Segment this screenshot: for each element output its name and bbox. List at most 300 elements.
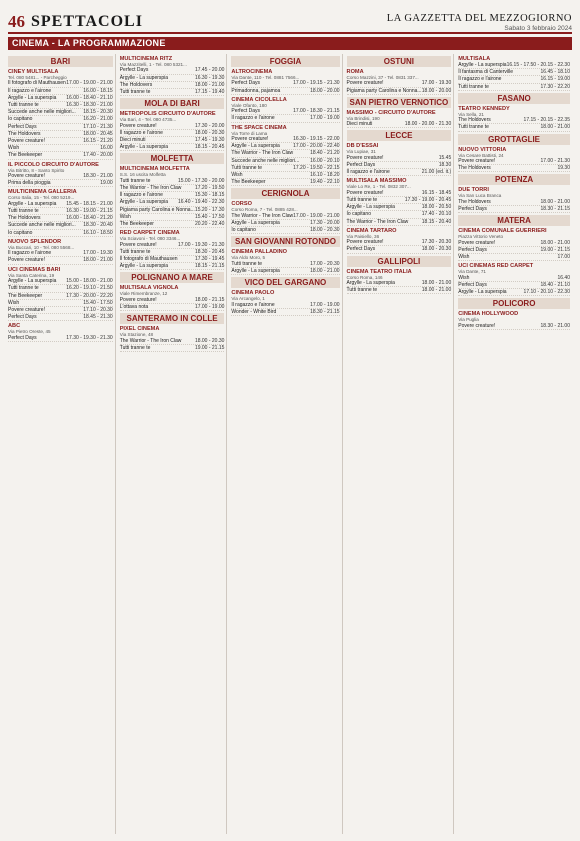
- film-row: [120, 221, 225, 228]
- listing-columns: [8, 54, 572, 834]
- cinema-name: MULTISALA MASSIMO: [346, 178, 407, 185]
- film-title: Tutti tranne te: [119, 344, 151, 351]
- film-title: The Warrior - The Iron Claw: [119, 337, 182, 344]
- film-row: [120, 214, 225, 221]
- film-showtimes: 16.40: [557, 274, 570, 281]
- city-heading: SANTERAMO IN COLLE: [120, 313, 225, 324]
- film-showtimes: 17.00 - 19.30 - 21.30: [177, 241, 225, 248]
- film-showtimes: 18.00 - 20.30: [194, 337, 225, 344]
- film-row: [8, 222, 113, 229]
- cinema-address: Viale Ofanto, 180: [231, 102, 267, 108]
- film-title: Il ragazzo e l'airone: [8, 87, 52, 94]
- film-title: Argylle - La superspia: [231, 220, 280, 227]
- film-title: Argylle - La superspia: [119, 144, 169, 151]
- film-title: Argylle - La superspia: [346, 204, 395, 211]
- cinema-name: MULTICINEMA MOLFETTA: [119, 166, 190, 173]
- film-showtimes: 18.15 - 21.15: [194, 263, 225, 270]
- cinema-address: Via Sciavoni - Tel. 080 3346...: [119, 236, 181, 242]
- film-title: The Holdovers: [458, 165, 491, 172]
- film-showtimes: 19.00 - 21.15: [194, 344, 225, 351]
- film-title: Pigiama party Carolina e Nonna...: [119, 206, 195, 213]
- film-showtimes: 17.40 - 20.00: [83, 152, 113, 159]
- film-showtimes: 18.30 - 21.15: [310, 308, 340, 315]
- film-showtimes: 18.00 - 21.15: [194, 296, 225, 303]
- cinema-address: Via Arcangelo, 1: [231, 296, 265, 302]
- film-showtimes: 18.00 - 20.00: [421, 87, 452, 94]
- film-row: [458, 247, 570, 254]
- film-showtimes: 17.30 - 20.00: [194, 122, 225, 129]
- film-showtimes: 20.20 - 22.40: [194, 221, 225, 228]
- film-showtimes: 18.15 - 20.30: [83, 109, 113, 116]
- film-row: [8, 208, 113, 215]
- film-showtimes: 21.00 (ed. it.): [421, 169, 452, 176]
- film-row: [231, 150, 339, 157]
- film-row: [458, 158, 570, 165]
- film-title: Perfect Days: [231, 108, 261, 115]
- film-title: Wish: [231, 172, 243, 179]
- film-row: [8, 88, 113, 95]
- film-title: Pigiama party Carolina e Nonna...: [346, 87, 422, 94]
- film-title: Io capitano: [8, 229, 33, 236]
- film-row: [8, 80, 113, 87]
- film-title: Perfect Days: [8, 123, 37, 130]
- film-title: Io capitano: [8, 116, 33, 123]
- film-row: [231, 172, 339, 179]
- film-title: Argylle - La superspia: [8, 94, 57, 101]
- film-row: [347, 287, 452, 294]
- film-title: The Beekeeper: [8, 292, 43, 299]
- film-showtimes: 18.15 - 20.45: [194, 144, 225, 151]
- cinema-address: Via Aldo Moro, 5: [231, 255, 266, 261]
- cinema-name: NUOVO VITTORIA: [458, 146, 507, 153]
- film-row: [231, 309, 339, 316]
- film-row: [120, 249, 225, 256]
- film-showtimes: 16.10 - 18.50: [83, 229, 113, 236]
- film-showtimes: 18.00 - 20.30: [310, 227, 340, 234]
- film-title: Povere creature!: [458, 158, 496, 165]
- film-showtimes: 18.30 - 20.40: [83, 222, 113, 229]
- film-title: Argylle - La superspia: [119, 74, 169, 81]
- film-title: Tutti tranne te: [8, 285, 39, 292]
- film-title: The Holdovers: [458, 117, 491, 124]
- film-title: Povere creature!: [8, 257, 45, 264]
- film-title: Perfect Days: [8, 314, 37, 321]
- film-showtimes: 16.15 - 21.20: [83, 138, 113, 145]
- film-showtimes: 18.30 - 21.00: [540, 322, 570, 329]
- page-header: [8, 6, 572, 34]
- film-row: [8, 145, 113, 152]
- film-row: [231, 302, 339, 309]
- film-title: Tutti tranne te: [119, 177, 151, 184]
- cinema-name: MULTISALA: [458, 56, 491, 62]
- film-row: [120, 178, 225, 185]
- film-title: Wish: [458, 254, 470, 261]
- film-showtimes: 17.00 - 19.00: [194, 304, 225, 311]
- film-row: [8, 250, 113, 257]
- cinema-address: Via Mazzitelli, 1 - Tel. 080 5321...: [119, 62, 187, 67]
- film-title: Povere creature!: [8, 138, 45, 145]
- film-title: Succede anche nelle migliori...: [8, 109, 76, 116]
- film-row: [458, 323, 570, 330]
- film-row: [120, 144, 225, 151]
- cinema-name: RED CARPET CINEMA: [119, 230, 180, 237]
- film-row: [8, 95, 113, 102]
- cinema-address: Tel. 080 5481... - Parcheggio: [8, 75, 67, 80]
- film-row: [347, 190, 452, 197]
- film-row: [8, 102, 113, 109]
- film-showtimes: 18.00 - 21.00: [421, 287, 452, 294]
- cinema-name: CINEMA COMUNALE GUERRIERI: [458, 228, 547, 235]
- newspaper-name: LA GAZZETTA DEL MEZZOGIORNO: [386, 13, 572, 24]
- page-number: 46: [8, 12, 25, 31]
- film-row: [8, 131, 113, 138]
- film-row: [458, 84, 570, 91]
- film-showtimes: 17.30 - 22.20: [540, 83, 570, 90]
- film-title: Il ragazzo e l'airone: [8, 250, 52, 257]
- film-showtimes: 17.30 - 20.00 - 22.20: [66, 292, 113, 299]
- cinema-address: Via Buccari, 10 - Tel. 080 5568...: [8, 244, 75, 250]
- cinema-name: THE SPACE CINEMA: [231, 124, 287, 131]
- film-title: Povere creature!: [119, 241, 157, 248]
- film-row: [347, 211, 452, 218]
- film-showtimes: 15.45: [438, 154, 452, 161]
- film-showtimes: 15.00 - 18.00 - 21.00: [66, 278, 113, 285]
- film-showtimes: 16.45 - 18.10: [540, 69, 570, 76]
- film-showtimes: 18.40 - 21.10: [540, 281, 570, 288]
- film-title: Argylle - La superspia: [119, 199, 169, 206]
- film-title: Il ragazzo e l'airone: [119, 192, 163, 199]
- film-row: [231, 143, 339, 150]
- film-title: Argylle - La superspia: [458, 62, 507, 68]
- film-showtimes: 17.15 - 20.15 - 22.35: [523, 117, 570, 124]
- film-showtimes: 17.00 - 21.30: [540, 158, 570, 165]
- film-row: [8, 173, 113, 180]
- film-title: Argylle - La superspia: [8, 278, 57, 285]
- film-row: [458, 282, 570, 289]
- city-heading: LECCE: [347, 130, 452, 141]
- cinema-name: CINEMA PAOLO: [231, 290, 275, 297]
- film-title: Povere creature!: [458, 322, 496, 329]
- cinema-address: Via Cesare Battisti, 24: [458, 152, 504, 158]
- film-row: [347, 162, 452, 169]
- film-showtimes: 18.00 - 21.00: [310, 268, 340, 275]
- film-showtimes: 17.00: [557, 254, 570, 261]
- cinema-name: ALTROCINEMA: [231, 69, 273, 75]
- film-showtimes: 18.00 - 20.00 - 21.30: [404, 121, 452, 128]
- film-row: [120, 89, 225, 96]
- cinema-address: Via Lupiae, 31: [346, 149, 376, 155]
- film-title: Wish: [458, 274, 470, 281]
- film-title: Perfect Days: [346, 162, 376, 169]
- city-heading: SAN GIOVANNI ROTONDO: [231, 236, 339, 247]
- film-row: [347, 246, 452, 253]
- film-title: Tutti tranne te: [458, 83, 489, 90]
- film-showtimes: 16.00 - 20.10: [310, 157, 340, 164]
- film-row: [8, 285, 113, 292]
- film-showtimes: 15.20 - 17.30: [194, 206, 225, 213]
- film-showtimes: 19.40 - 22.10: [310, 179, 340, 186]
- cinema-address: Via Torre di Lama: [231, 130, 268, 136]
- film-showtimes: 18.00 - 21.00: [421, 280, 452, 287]
- film-row: [347, 169, 452, 176]
- film-showtimes: 17.15 - 19.40: [194, 89, 225, 96]
- film-showtimes: 18.00 - 20.30: [421, 246, 452, 253]
- city-heading: MATERA: [458, 215, 570, 226]
- cinema-name: CINEY MULTISALA: [8, 69, 59, 75]
- cinema-address: Corso Italia, 15 - Tel. 080 5219...: [8, 195, 75, 201]
- film-row: [458, 206, 570, 213]
- film-showtimes: 17.00 - 20.30: [310, 260, 340, 267]
- film-title: Primadonna, pajamoa: [231, 87, 281, 94]
- film-title: Tutti tranne te: [458, 124, 489, 131]
- film-row: [231, 213, 339, 220]
- cinema-address: Via San Luca Branca: [458, 193, 502, 199]
- film-showtimes: 18.00 - 21.00: [540, 198, 570, 205]
- film-row: [458, 289, 570, 296]
- film-showtimes: 16.15 - 18.45: [421, 189, 452, 196]
- page-label: [8, 12, 143, 32]
- film-title: Perfect Days: [8, 334, 37, 341]
- film-row: [231, 80, 339, 87]
- film-row: [458, 69, 570, 76]
- film-showtimes: 19.30: [557, 165, 570, 172]
- film-title: The Warrior - The Iron Claw: [119, 185, 182, 192]
- film-showtimes: 16.30 - 18.30 - 21.00: [66, 102, 113, 109]
- city-heading: MOLFETTA: [120, 153, 225, 164]
- film-title: Succede anche nelle migliori...: [231, 157, 300, 164]
- film-title: Succede anche nelle migliori...: [8, 222, 76, 229]
- film-title: Il ragazzo e l'airone: [119, 129, 163, 136]
- film-showtimes: 18.00 - 20.50: [421, 204, 452, 211]
- film-title: Povere creature!: [346, 154, 384, 161]
- film-row: [8, 314, 113, 321]
- cinema-name: TEATRO KENNEDY: [458, 105, 510, 112]
- film-title: The Warrior - The Iron Claw: [231, 150, 294, 157]
- film-row: [231, 88, 339, 95]
- film-title: Argylle - La superspia: [458, 289, 507, 296]
- film-showtimes: 18.30 - 21.00: [83, 173, 113, 180]
- film-row: [120, 345, 225, 352]
- film-showtimes: 16.20 - 21.00: [83, 116, 113, 123]
- film-showtimes: 15.45 - 18.15 - 21.00: [66, 200, 113, 207]
- film-row: [8, 278, 113, 285]
- film-showtimes: 18.00 - 21.00: [540, 239, 570, 246]
- film-row: [458, 62, 570, 69]
- film-row: [231, 165, 339, 172]
- film-title: Prima della pioggia: [8, 180, 51, 187]
- film-showtimes: 17.10 - 20.10 - 22.30: [523, 289, 570, 296]
- film-row: [120, 75, 225, 82]
- film-row: [8, 138, 113, 145]
- film-title: Argylle - La superspia: [346, 280, 395, 287]
- film-row: [120, 304, 225, 311]
- cinema-address: Via Dante, 110 - Tel. 0881 7566...: [231, 75, 300, 80]
- film-row: [458, 199, 570, 206]
- film-showtimes: 17.00 - 18.30 - 21.15: [293, 108, 340, 115]
- cinema-name: DUE TORRI: [458, 187, 489, 194]
- film-showtimes: 18.30 - 21.15: [540, 206, 570, 213]
- film-title: Tutti tranne te: [231, 164, 263, 171]
- cinema-address: Via Dante, 71: [458, 269, 486, 275]
- film-title: Perfect Days: [458, 281, 487, 288]
- cinema-address: Via Puglia: [458, 317, 479, 323]
- film-showtimes: 17.30 - 20.00: [310, 220, 340, 227]
- city-heading: CERIGNOLA: [231, 188, 339, 199]
- film-row: [8, 257, 113, 264]
- film-title: The Warrior - The Iron Claw: [346, 218, 409, 225]
- film-showtimes: 19.00 - 21.15: [540, 246, 570, 253]
- film-title: Perfect Days: [458, 206, 487, 213]
- city-heading: FASANO: [458, 93, 570, 104]
- film-showtimes: 18.00 - 20.00: [310, 87, 340, 94]
- film-title: Argylle - La superspia: [231, 268, 280, 275]
- film-title: The Beekeeper: [231, 179, 266, 186]
- film-showtimes: 17.30 - 19.00 - 20.45: [404, 197, 452, 204]
- cinema-name: MULTICINEMA RITZ: [119, 56, 173, 62]
- film-title: Povere creature!: [231, 136, 269, 143]
- film-showtimes: 17.00 - 19.30: [421, 80, 452, 87]
- film-row: [120, 256, 225, 263]
- city-heading: GROTTAGLIE: [458, 134, 570, 145]
- city-heading: MOLA DI BARI: [120, 98, 225, 109]
- cinema-name: ROMA: [346, 69, 364, 75]
- cinema-address: Via Stazione, 48: [119, 332, 154, 338]
- cinema-address: Via Santa Caterina, 19: [8, 272, 55, 278]
- city-heading: BARI: [8, 56, 113, 67]
- film-row: [458, 124, 570, 131]
- film-title: Argylle - La superspia: [8, 200, 57, 207]
- film-row: [458, 117, 570, 124]
- film-row: [120, 123, 225, 130]
- city-heading: POTENZA: [458, 174, 570, 185]
- film-row: [231, 268, 339, 275]
- film-title: Il fotografo di Mauthausen: [119, 256, 178, 263]
- film-row: [8, 109, 113, 116]
- cinema-name: CINEMA PALLADINO: [231, 249, 288, 256]
- film-title: Povere creature!: [346, 80, 384, 87]
- film-row: [231, 261, 339, 268]
- film-title: Povere creature!: [119, 122, 157, 129]
- film-showtimes: 16.30 - 19.00 - 21.15: [66, 208, 113, 215]
- film-title: Wish: [8, 299, 20, 306]
- film-row: [120, 207, 225, 214]
- film-showtimes: 18.30 - 20.45: [194, 248, 225, 255]
- film-showtimes: 16.15 - 19.00: [540, 76, 570, 83]
- film-showtimes: 17.00 - 19.00 - 21.00: [66, 80, 113, 87]
- film-showtimes: 17.20 - 19.50: [194, 185, 225, 192]
- film-row: [458, 165, 570, 172]
- cinema-name: METROPOLIS CIRCUITO D'AUTORE: [119, 111, 216, 118]
- film-row: [347, 197, 452, 204]
- film-showtimes: 17.00 - 19.15 - 21.30: [293, 80, 340, 87]
- film-row: [120, 130, 225, 137]
- film-row: [347, 88, 452, 95]
- cinema-address: Via Bitritto, 8 - Santo Spirito: [8, 167, 65, 173]
- city-heading: SAN PIETRO VERNOTICO: [347, 97, 452, 108]
- film-row: [8, 293, 113, 300]
- film-row: [8, 116, 113, 123]
- film-row: [231, 179, 339, 186]
- film-showtimes: 18.00 - 20.45: [83, 130, 113, 137]
- film-title: Io capitano: [231, 227, 256, 234]
- film-title: Argylle - La superspia: [231, 143, 280, 150]
- city-heading: FOGGIA: [231, 56, 339, 67]
- film-row: [347, 280, 452, 287]
- film-title: Il ragazzo e l'airone: [231, 301, 275, 308]
- film-title: Tutti tranne te: [8, 208, 39, 215]
- film-showtimes: 16.00: [100, 145, 113, 152]
- film-title: Tutti tranne te: [8, 102, 39, 109]
- listing-column: [120, 54, 228, 834]
- cinema-name: ABC: [8, 323, 21, 330]
- film-row: [8, 230, 113, 237]
- city-heading: GALLIPOLI: [347, 256, 452, 267]
- film-title: The Holdovers: [8, 215, 41, 222]
- film-showtimes: 17.00 - 19.00: [310, 301, 340, 308]
- film-row: [120, 192, 225, 199]
- film-row: [120, 67, 225, 74]
- film-row: [120, 137, 225, 144]
- film-showtimes: 18.30: [438, 162, 452, 169]
- film-title: Il ragazzo e l'airone: [231, 115, 275, 122]
- film-row: [8, 307, 113, 314]
- city-heading: VICO DEL GARGANO: [231, 277, 339, 288]
- cinema-name: CINEMA HOLLYWOOD: [458, 311, 519, 318]
- film-title: L'ottava nota: [119, 304, 149, 311]
- film-title: Perfect Days: [346, 246, 376, 253]
- masthead: [387, 13, 572, 32]
- film-showtimes: 15.40 - 17.50: [83, 299, 113, 306]
- film-showtimes: 18.40 - 21.20: [310, 150, 340, 157]
- cinema-name: MASSIMO - CIRCUITO D'AUTORE: [346, 109, 436, 116]
- film-showtimes: 17.30 - 19.45: [194, 256, 225, 263]
- film-title: Argylle - La superspia: [119, 263, 169, 270]
- film-showtimes: 17.00 - 19.00 - 21.00: [293, 212, 340, 219]
- film-title: Povere creature!: [458, 239, 496, 246]
- film-row: [347, 239, 452, 246]
- film-row: [347, 121, 452, 128]
- film-showtimes: 16.10 - 18.20: [310, 172, 340, 179]
- film-row: [8, 201, 113, 208]
- cinema-name: UCI CINEMAS BARI: [8, 266, 61, 273]
- film-showtimes: 17.30 - 20.30: [421, 239, 452, 246]
- film-row: [120, 199, 225, 206]
- cinema-name: MULTICINEMA GALLERIA: [8, 189, 77, 196]
- film-row: [8, 300, 113, 307]
- film-showtimes: 17.45 - 19.30: [194, 137, 225, 144]
- cinema-address: Corso Mazzini, 37 - Tel. 0831 337...: [346, 75, 419, 80]
- cinema-address: Piazza Vittorio Veneto: [458, 234, 504, 240]
- film-title: The Holdovers: [458, 198, 491, 205]
- film-showtimes: 15.00 - 17.30 - 20.00: [177, 177, 225, 184]
- cinema-address: Via Bari, 4 - Tel. 080 4735...: [119, 117, 177, 123]
- film-title: Tutti tranne te: [119, 248, 151, 255]
- film-title: Povere creature!: [119, 296, 157, 303]
- film-row: [347, 204, 452, 211]
- film-row: [458, 254, 570, 261]
- film-showtimes: 16.40 - 19.40 - 22.30: [177, 199, 225, 206]
- film-showtimes: 16.00 - 18.40 - 21.10: [66, 94, 113, 101]
- listing-column: [231, 54, 342, 834]
- film-title: Tutti tranne te: [346, 287, 378, 294]
- city-heading: POLICORO: [458, 298, 570, 309]
- film-row: [120, 338, 225, 345]
- film-showtimes: 19.00: [100, 180, 113, 187]
- section-title: SPETTACOLI: [31, 13, 143, 30]
- cinema-name: CINEMA TARTARO: [346, 227, 397, 234]
- film-row: [231, 136, 339, 143]
- film-showtimes: 17.30 - 19.30 - 21.30: [66, 334, 113, 341]
